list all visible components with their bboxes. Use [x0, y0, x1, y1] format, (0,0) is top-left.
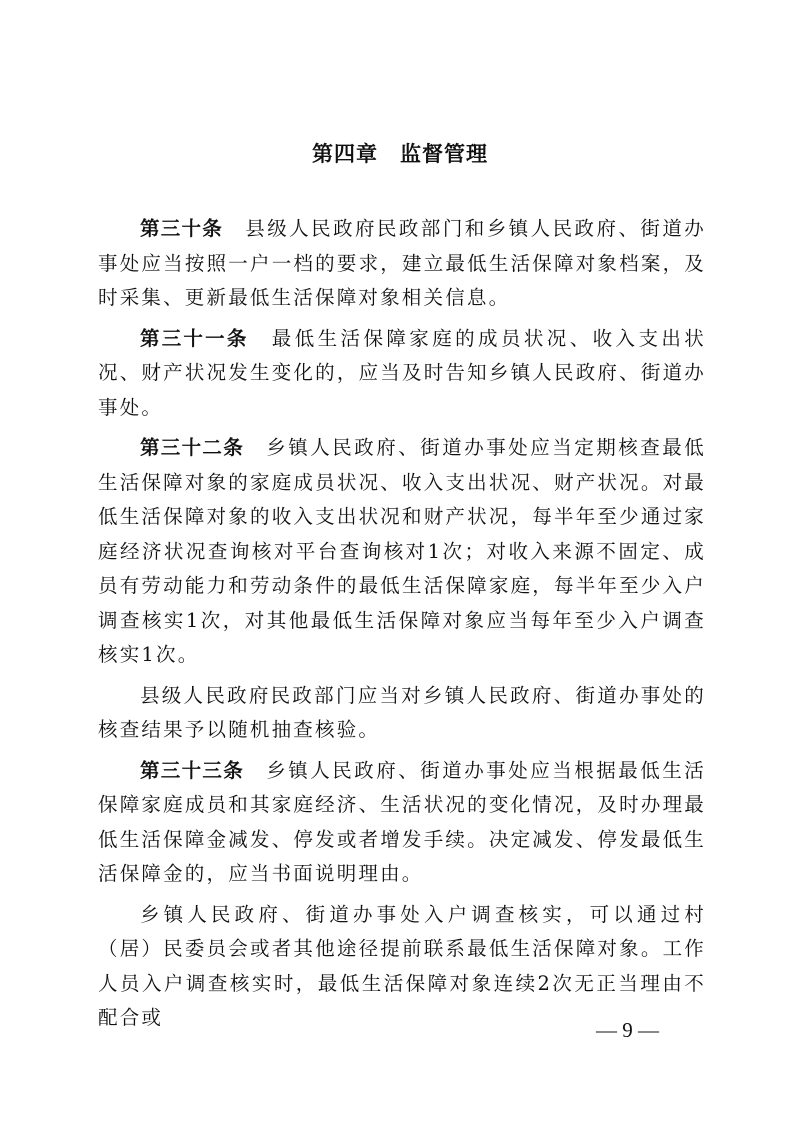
paragraph-text: 县级人民政府民政部门应当对乡镇人民政府、街道办事处的核查结果予以随机抽查核验。 — [98, 683, 706, 741]
article-31 — [98, 322, 706, 426]
article-32 — [98, 431, 706, 673]
article-heading: 第三十三条 — [140, 758, 244, 782]
chapter-title: 第四章 监督管理 — [312, 142, 488, 166]
article-33-paragraph-2 — [98, 898, 706, 1036]
article-32-paragraph-2 — [98, 679, 706, 748]
paragraph-text: 乡镇人民政府、街道办事处入户调查核实，可以通过村（居）民委员会或者其他途径提前联系最低生活保障对象。工作人员入户调查核实时，最低生活保障对象连续2次无正当理由不配合或 — [98, 902, 706, 1029]
page-number: — 9 — — [596, 1018, 659, 1042]
article-30 — [98, 212, 706, 316]
article-heading: 第三十二条 — [140, 436, 244, 459]
article-text: 最低生活保障家庭的成员状况、收入支出状况、财产状况发生变化的，应当及时告知乡镇人民政府、街道办事处。 — [98, 326, 706, 419]
article-text: 县级人民政府民政部门和乡镇人民政府、街道办事处应当按照一户一档的要求，建立最低生活保障对象档案，及时采集、更新最低生活保障对象相关信息。 — [98, 217, 706, 309]
document-body — [98, 212, 706, 1042]
article-heading: 第三十条 — [140, 217, 224, 240]
article-heading: 第三十一条 — [140, 326, 249, 350]
article-text: 乡镇人民政府、街道办事处应当定期核查最低生活保障对象的家庭成员状况、收入支出状况、财产状况。对最低生活保障对象的收入支出状况和财产状况，每半年至少通过家庭经济状况查询核对平台查询核对1次；对收入来源不固定、成员有劳动能力和劳动条件的最低生活保障家庭，每半年至少入户调查核实1次，对其他最低生活保障对象应当每年至少入户调查核实1次。 — [98, 436, 706, 666]
article-text: 乡镇人民政府、街道办事处应当根据最低生活保障家庭成员和其家庭经济、生活状况的变化情况，及时办理最低生活保障金减发、停发或者增发手续。决定减发、停发最低生活保障金的，应当书面说明理由。 — [98, 758, 706, 885]
article-33 — [98, 754, 706, 892]
